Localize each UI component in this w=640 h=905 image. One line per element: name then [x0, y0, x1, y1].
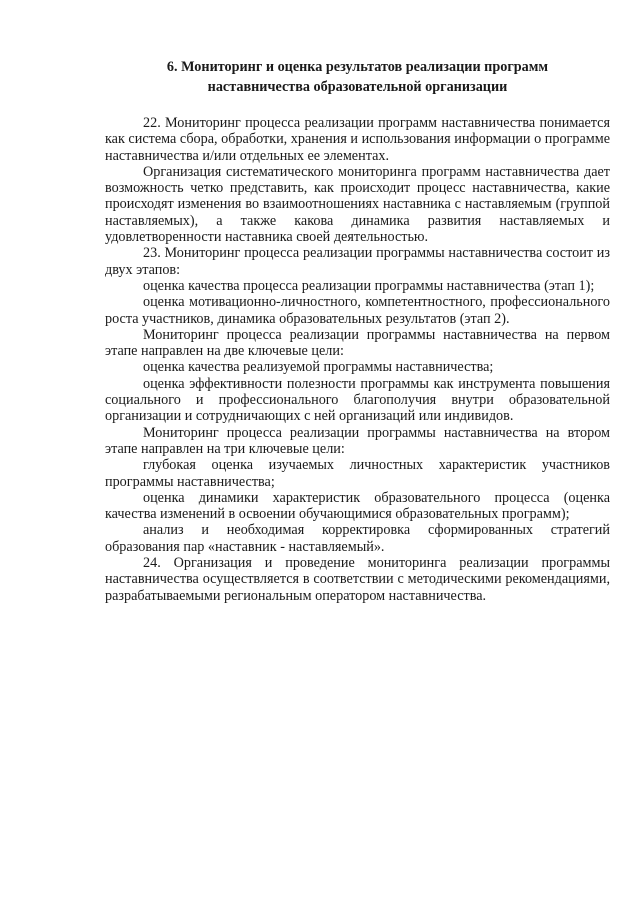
section-heading-line-1: 6. Мониторинг и оценка результатов реализации программ	[166, 59, 549, 75]
list-item-stage-1: оценка качества процесса реализации программы наставничества (этап 1);	[143, 277, 595, 294]
section-heading	[105, 57, 610, 97]
paragraph-second-stage-goals: Мониторинг процесса реализации программы наставничества на втором этапе направлен на три ключевые цели:	[105, 424, 610, 457]
paragraph-systematic-monitoring: Организация систематического мониторинга программ наставничества дает возможность четко представить, как происходит процесс наставничества, какие происходят изменения во взаимоотношениях наставника с наставляемым (группой наставляемых), а также какова динамика развития наставляемых и удовлетворенности наставника своей деятельностью.	[105, 163, 610, 246]
list-item-second-stage-goal-1: глубокая оценка изучаемых личностных характеристик участников программы наставничества;	[105, 457, 610, 490]
list-item-stage-2: оценка мотивационно-личностного, компетентностного, профессионального роста участников, динамика образовательных результатов (этап 2).	[105, 294, 610, 327]
paragraph-first-stage-goals: Мониторинг процесса реализации программы наставничества на первом этапе направлен на две ключевые цели:	[105, 326, 610, 360]
paragraph-24-methodology: 24. Организация и проведение мониторинга реализации программы наставничества осуществляется в соответствии с методическими рекомендациями, разрабатываемыми региональным оператором наставничества.	[105, 555, 610, 604]
section-body	[105, 115, 610, 604]
list-item-first-stage-goal-1: оценка качества реализуемой программы наставничества;	[143, 359, 494, 376]
paragraph-22-definition: 22. Мониторинг процесса реализации программ наставничества понимается как система сбора, обработки, хранения и использования информации о программе наставничества и/или отдельных ее элементах.	[105, 115, 610, 164]
section-heading-line-2: наставничества образовательной организации	[207, 79, 508, 95]
list-item-second-stage-goal-3: анализ и необходимая корректировка сформированных стратегий образования пар «наставник - наставляемый».	[105, 522, 610, 555]
list-item-second-stage-goal-2: оценка динамики характеристик образовательного процесса (оценка качества изменений в освоении обучающимися образовательных программ);	[105, 489, 610, 523]
paragraph-23-stages: 23. Мониторинг процесса реализации программы наставничества состоит из двух этапов:	[105, 245, 610, 278]
list-item-first-stage-goal-2: оценка эффективности полезности программы как инструмента повышения социального и профессионального благополучия внутри образовательной организации и сотрудничающих с ней организаций или индивидов.	[105, 375, 610, 425]
